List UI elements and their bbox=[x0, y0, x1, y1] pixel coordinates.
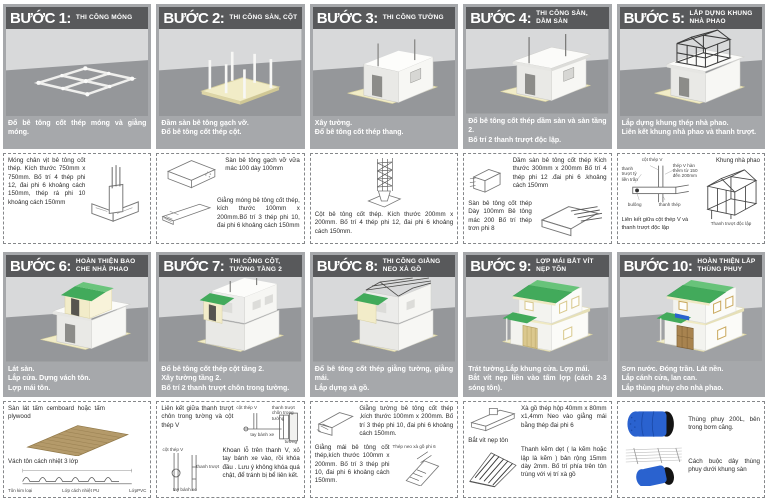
step-card-3 bbox=[310, 4, 458, 244]
enclosed-pontoon-illustration bbox=[6, 277, 148, 362]
slab-columns-illustration bbox=[159, 29, 301, 116]
step-title: THI CÔNG GIẰNG NEO XÀ GỒ bbox=[382, 258, 441, 273]
step-8-panel bbox=[310, 252, 458, 397]
diagram-label: Lớp cách nhiệt PU bbox=[62, 488, 100, 494]
detail-text: Sàn lát tấm cemboard hoặc tấm plywood bbox=[8, 405, 105, 421]
caption-line: Liên kết khung nhà phao và thanh trượt. bbox=[621, 129, 757, 137]
step-2-caption bbox=[159, 116, 301, 146]
caption-line: Lắp cửa. Dựng vách tôn. bbox=[8, 375, 91, 383]
caption-line: Đổ bê tông cốt thép dầm sàn và sàn tầng 2. bbox=[468, 117, 607, 135]
caption-line: Lắp dựng xà gồ. bbox=[314, 384, 370, 392]
caption-line: Đầm sàn bê tông gạch vỡ. bbox=[161, 120, 249, 127]
step-number: BƯỚC 5: bbox=[623, 9, 685, 27]
diagram-label: cột thép V bbox=[641, 157, 663, 162]
caption-line: Sơn nước. Đóng trần. Lát nền. bbox=[621, 365, 724, 373]
step-9-caption bbox=[466, 362, 608, 394]
blue-barrel-sketch bbox=[622, 405, 686, 443]
box-purlin-sketch bbox=[468, 405, 518, 435]
step-6-header bbox=[6, 255, 148, 277]
step-title: THI CÔNG MÓNG bbox=[75, 14, 133, 22]
step-3-panel bbox=[310, 4, 458, 149]
diagram-label: thanh thép bbox=[658, 201, 681, 207]
column-rebar-sketch bbox=[347, 157, 422, 209]
barrel-under-floor-sketch bbox=[622, 446, 686, 486]
step-10-detail bbox=[617, 401, 765, 498]
step-number: BƯỚC 3: bbox=[316, 9, 378, 27]
detail-text: Dầm sàn bê tông cốt thép Kích thước 300mm x 200mm Bố trí 4 thép phi 12 .đai phi 6 .khoảng cách 150mm bbox=[512, 157, 607, 190]
column-slide-diagram bbox=[161, 447, 219, 493]
step-1-caption bbox=[6, 116, 148, 146]
step-card-7 bbox=[156, 252, 304, 498]
foundation-illustration bbox=[6, 29, 148, 116]
step-card-6 bbox=[3, 252, 151, 498]
step-card-1 bbox=[3, 4, 151, 244]
step-6-detail bbox=[3, 401, 151, 498]
roof-framing-illustration bbox=[313, 277, 455, 362]
step-8-header bbox=[313, 255, 455, 277]
step-9-detail bbox=[463, 401, 611, 498]
detail-text: Thanh kẽm dẹt ( la kẽm hoặc lập là kẽm ) bản rộng 15mm dày 2mm. Bố trí phía trên tôn trùng với vị trí xà gồ bbox=[521, 446, 607, 479]
second-storey-illustration bbox=[159, 277, 301, 362]
step-7-caption bbox=[159, 362, 301, 394]
step-card-10 bbox=[617, 252, 765, 498]
step-title: THI CÔNG SÀN, DẦM SÀN bbox=[536, 10, 588, 25]
diagram-label: thép V hàn thêm từ 150 đến 200mm bbox=[672, 162, 698, 179]
caption-line: Lắp dựng khung thép nhà phao. bbox=[621, 120, 729, 127]
diagram-label: tay bánh xe bbox=[173, 487, 197, 493]
detail-subheading: Vách tôn cách nhiệt 3 lớp bbox=[8, 457, 79, 465]
v-column-connection-diagram bbox=[622, 157, 699, 213]
step-title: HOÀN THIỆN BAO CHE NHÀ PHAO bbox=[75, 258, 136, 273]
caption-line: Bố trí 2 thanh trượt chôn trong tường. bbox=[161, 384, 290, 392]
caption-line: Đổ bê tông cốt thép thang. bbox=[314, 129, 404, 137]
step-6-panel bbox=[3, 252, 151, 397]
step-4-detail bbox=[463, 153, 611, 244]
step-title: LỢP MÁI BẮT VÍT NẸP TÔN bbox=[536, 258, 594, 273]
step-5-caption bbox=[620, 116, 762, 146]
step-2-panel bbox=[156, 4, 304, 149]
ground-beam-sketch bbox=[161, 197, 214, 229]
step-title: THI CÔNG SÀN, CỘT bbox=[229, 14, 298, 22]
step-3-caption bbox=[313, 116, 455, 146]
step-3-header bbox=[313, 7, 455, 29]
wall-tie-beam-sketch bbox=[315, 405, 357, 441]
rubble-slab-sketch bbox=[161, 157, 222, 193]
step-3-detail bbox=[310, 153, 458, 244]
caption-line: Đổ bê tông cốt thép cột. bbox=[161, 129, 242, 137]
caption-line: Trát tường.Lắp khung cửa. Lợp mái. bbox=[468, 365, 590, 373]
diagram-label: cột thép V bbox=[236, 405, 258, 410]
wall-slide-diagram bbox=[236, 405, 299, 445]
step-10-header bbox=[620, 255, 762, 277]
diagram-label: bulông bbox=[627, 201, 642, 207]
diagram-label: thanh trượt tỳ liền trần bbox=[621, 165, 638, 182]
frame-label: Khung nhà phao bbox=[715, 158, 760, 164]
purlin-anchor-sketch bbox=[393, 450, 454, 486]
step-4-panel bbox=[463, 4, 611, 149]
slab-rebar-sketch bbox=[535, 200, 607, 240]
caption-line: Lát sàn. bbox=[8, 365, 35, 373]
walls-illustration bbox=[313, 29, 455, 116]
diagram-label: cột thép V bbox=[162, 447, 184, 452]
step-number: BƯỚC 4: bbox=[470, 9, 532, 27]
step-number: BƯỚC 1: bbox=[10, 9, 71, 27]
roofed-house-illustration bbox=[466, 277, 608, 362]
panel-layer-labels bbox=[8, 488, 146, 494]
step-number: BƯỚC 10: bbox=[623, 257, 693, 275]
diagram-label: thanh trượt chôn trong tường bbox=[271, 405, 295, 421]
diagram-label: tường bbox=[284, 439, 298, 445]
step-number: BƯỚC 7: bbox=[163, 257, 225, 275]
detail-text: Cách buộc dây thùng phuy dưới khung sàn bbox=[688, 457, 760, 473]
step-5-detail bbox=[617, 153, 765, 244]
step-7-header bbox=[159, 255, 301, 277]
detail-text: Sàn bê tông gạch vỡ vữa mác 100 dày 100mm bbox=[225, 157, 300, 173]
caption-line: Đổ bê tông cốt thép giằng tường, giằng mái. bbox=[314, 365, 454, 383]
detail-text: Giằng móng bê tông cốt thép, kích thước 100mm x 200mm.Bố trí 3 thép phi 10, đai phi 6 khoảng cách 150mm bbox=[216, 197, 300, 230]
step-9-panel bbox=[463, 252, 611, 397]
step-1-header bbox=[6, 7, 148, 29]
step-card-5 bbox=[617, 4, 765, 244]
step-title: THI CÔNG CỘT, TƯỜNG TẦNG 2 bbox=[229, 258, 283, 273]
step-2-header bbox=[159, 7, 301, 29]
caption-line: Lợp mái tôn. bbox=[8, 384, 51, 392]
step-1-detail bbox=[3, 153, 151, 244]
floor-slab-illustration bbox=[466, 29, 608, 114]
step-4-header bbox=[466, 7, 608, 29]
detail-text: Thùng phuy 200L, bên trong bơm căng. bbox=[688, 415, 760, 431]
step-8-caption bbox=[313, 362, 455, 394]
detail-text: Giằng mái bê tông cốt thép,kích thước 100mm x 200mm. Bố trí 3 thép phi 10, đai phi 6 khoảng cách 150mm. bbox=[314, 444, 390, 485]
step-card-8 bbox=[310, 252, 458, 498]
diagram-label: tay bánh xe bbox=[250, 432, 275, 438]
caption-line: Xây tường. bbox=[314, 120, 353, 127]
step-7-panel bbox=[156, 252, 304, 397]
step-8-detail bbox=[310, 401, 458, 498]
step-10-panel bbox=[617, 252, 765, 397]
footing-sketch bbox=[88, 157, 146, 239]
plywood-sheet-sketch bbox=[14, 422, 141, 456]
detail-subheading: Bắt vít nẹp tôn bbox=[468, 437, 509, 444]
pontoon-frame-sketch bbox=[702, 165, 760, 221]
step-card-9 bbox=[463, 252, 611, 498]
steel-frame-illustration bbox=[620, 29, 762, 116]
step-7-detail bbox=[156, 401, 304, 498]
step-number: BƯỚC 2: bbox=[163, 9, 225, 27]
detail-text: Khoan lỗ trên thanh V, xỏ tay bánh xe vào, rồi khóa đầu . Lưu ý không khóa quá chật, để tránh bị bể liên kết. bbox=[222, 447, 300, 480]
caption-line: Lắp cánh cửa, lan can. bbox=[621, 375, 698, 383]
step-title: HOÀN THIỆN LẮP THÙNG PHUY bbox=[697, 258, 756, 273]
caption-line: Đổ bê tông cốt thép cột tầng 2. bbox=[161, 365, 265, 373]
detail-text: Xà gồ thép hộp 40mm x 80mm x1,4mm Neo vào giằng mái bằng thép đai phi 6 bbox=[521, 405, 607, 429]
caption-line: Đổ bê tông cốt thép móng và giằng móng. bbox=[8, 120, 147, 137]
step-title: LẮP DỰNG KHUNG NHÀ PHAO bbox=[689, 10, 753, 25]
step-10-caption bbox=[620, 362, 762, 394]
diagram-label: LớpPVC bbox=[129, 488, 147, 494]
floor-beam-sketch bbox=[468, 157, 510, 197]
detail-heading: Liên kết giữa thanh trượt chôn trong tường và cột thép V bbox=[161, 405, 234, 429]
step-number: BƯỚC 6: bbox=[10, 257, 71, 275]
step-card-4 bbox=[463, 4, 611, 244]
detail-text: Sàn bê tông cốt thép Dày 100mm Bê tông mác 200 Bố trí thép trơn phi 8 bbox=[468, 200, 532, 233]
caption-line: Bố trí 2 thanh trượt độc lập. bbox=[468, 136, 562, 144]
detail-text: Giằng tường bê tông cốt thép ,kích thước 100mm x 200mm. Bố trí 3 thép phi 10, đai phi 6 khoảng cách 150mm. bbox=[359, 405, 454, 438]
insulated-panel-profile bbox=[8, 467, 146, 487]
step-card-2 bbox=[156, 4, 304, 244]
step-number: BƯỚC 8: bbox=[316, 257, 378, 275]
step-6-caption bbox=[6, 362, 148, 394]
step-1-panel bbox=[3, 4, 151, 149]
diagram-label: Thép neo xà gồ phi 6 bbox=[392, 444, 436, 449]
detail-text: Cột bê tông cốt thép. Kích thước 200mm x 200mm. Bố trí 4 thép phi 12, đai phi 6 khoảng cách 150mm. bbox=[314, 211, 454, 235]
caption-line: Lắp thùng phuy cho nhà phao. bbox=[621, 384, 724, 392]
roof-sheet-sketch bbox=[468, 446, 518, 490]
step-9-header bbox=[466, 255, 608, 277]
step-2-detail bbox=[156, 153, 304, 244]
step-4-caption bbox=[466, 114, 608, 146]
finished-house-illustration bbox=[620, 277, 762, 362]
step-title: THI CÔNG TƯỜNG bbox=[382, 14, 444, 22]
step-number: BƯỚC 9: bbox=[470, 257, 532, 275]
caption-line: Xây tường tầng 2. bbox=[161, 375, 222, 383]
diagram-label: Thanh trượt độc lập bbox=[710, 221, 752, 227]
diagram-caption: Liên kết giữa cột thép V và thanh trượt độc lập bbox=[621, 217, 689, 231]
diagram-label: Tôn kim loại bbox=[8, 488, 33, 494]
diagram-label: thanh trượt bbox=[196, 463, 220, 469]
caption-line: Bắt vít nẹp liền vào tấm lợp (cách 2-3 sóng tôn). bbox=[468, 375, 607, 392]
column-slide-sketch bbox=[161, 447, 219, 493]
step-5-panel bbox=[617, 4, 765, 149]
step-5-header bbox=[620, 7, 762, 29]
detail-text: Móng chân vịt bê tông cốt thép. Kích thước 750mm x 750mm. Bố trí 4 thép phi 12, đai phi 6 khoảng cách 150mm, thép rá phi 10 khoảng cách 150mm bbox=[8, 157, 86, 206]
